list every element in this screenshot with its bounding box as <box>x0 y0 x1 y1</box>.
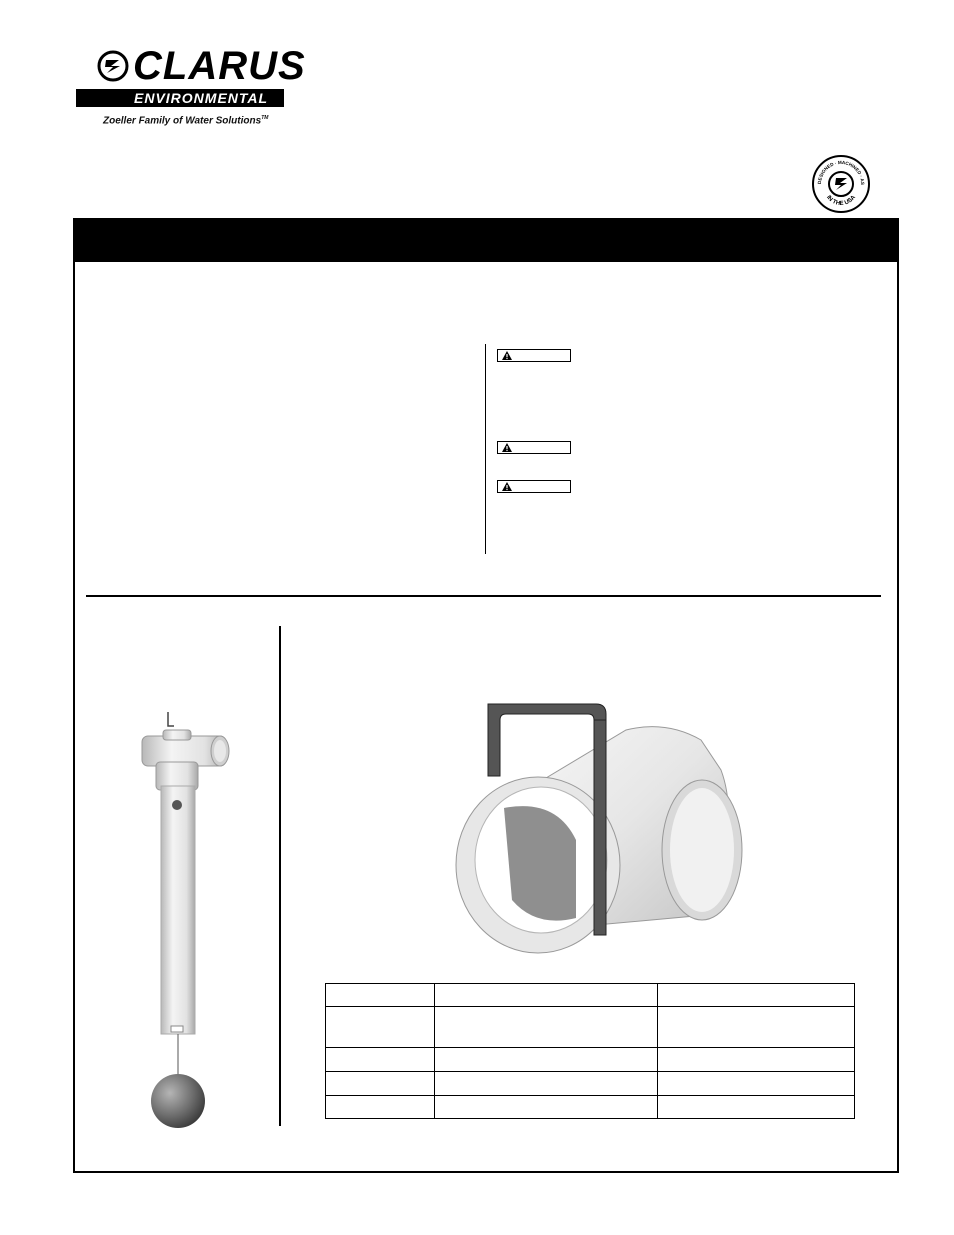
header-band <box>75 220 897 262</box>
table-cell <box>658 1048 855 1072</box>
warning-label <box>497 441 571 454</box>
column-divider <box>485 344 486 554</box>
table-row <box>326 1007 855 1048</box>
brand-name: CLARUS <box>133 44 306 88</box>
brand-tagline <box>103 112 268 127</box>
made-in-usa-seal-icon <box>811 154 871 214</box>
table-cell <box>326 984 435 1007</box>
section-divider <box>86 595 881 597</box>
warning-triangle-icon <box>502 443 512 452</box>
table-row <box>326 1048 855 1072</box>
table-cell <box>326 1007 435 1048</box>
column-divider <box>279 626 281 1126</box>
warning-triangle-icon <box>502 482 512 491</box>
table-cell <box>326 1072 435 1096</box>
table-cell <box>435 1007 658 1048</box>
trademark-mark: TM <box>261 115 269 121</box>
brand-division: ENVIRONMENTAL <box>76 89 284 107</box>
warning-triangle-icon <box>502 351 512 360</box>
warning-label <box>497 480 571 493</box>
table-cell <box>658 984 855 1007</box>
seal-top-text: DESIGNED · MACHINED · AS <box>816 159 866 185</box>
table-cell <box>326 1096 435 1119</box>
warning-label <box>497 349 571 362</box>
float-switch-assembly-image <box>130 712 240 1132</box>
brand-tagline-text: Zoeller Family of Water Solutions <box>103 115 262 127</box>
table-cell <box>658 1007 855 1048</box>
table-cell <box>658 1072 855 1096</box>
tee-fitting-image <box>446 700 746 960</box>
table-cell <box>435 1096 658 1119</box>
table-row <box>326 1096 855 1119</box>
clarus-logo-icon <box>97 50 129 82</box>
spec-table <box>325 983 855 1119</box>
table-cell <box>435 1072 658 1096</box>
table-cell <box>435 1048 658 1072</box>
table-row <box>326 1072 855 1096</box>
seal-bottom-text: IN THE USA <box>824 194 858 208</box>
table-cell <box>326 1048 435 1072</box>
table-cell <box>658 1096 855 1119</box>
table-row <box>326 984 855 1007</box>
table-cell <box>435 984 658 1007</box>
